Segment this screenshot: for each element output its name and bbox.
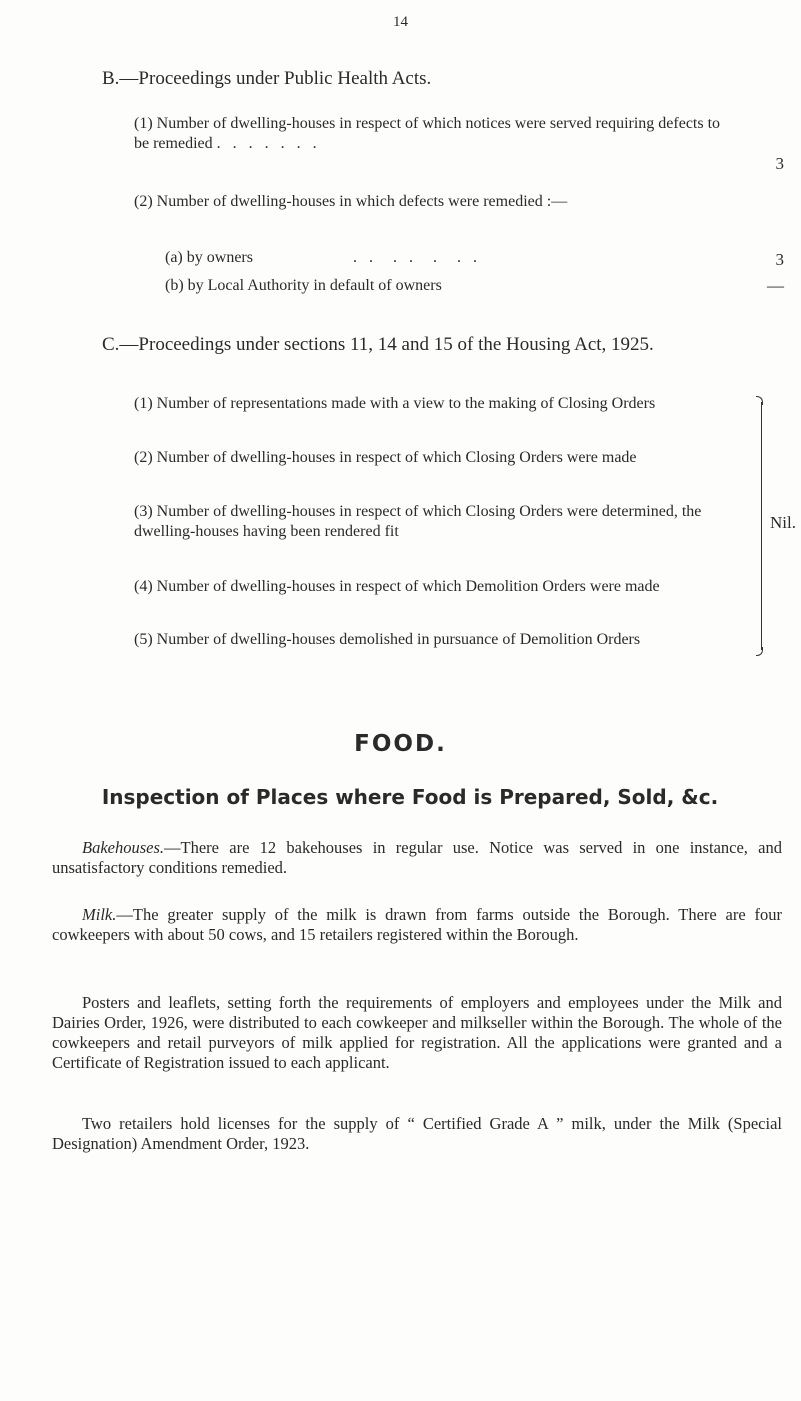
section-c-item-5: (5) Number of dwelling-houses demolished in pursuance of Demolition Orders <box>134 631 641 648</box>
section-c-value: Nil. <box>770 513 796 532</box>
section-b-item-2a-text: (a) by owners <box>165 249 253 266</box>
section-c-item-4: (4) Number of dwelling-houses in respect of which Demolition Orders were made <box>134 578 660 595</box>
section-c-item-3: (3) Number of dwelling-houses in respect of which Closing Orders were determined, the dwelling-houses having been rendered fit <box>134 503 702 540</box>
food-title: FOOD. <box>354 731 447 757</box>
section-c-heading: C.—Proceedings under sections 11, 14 and 15 of the Housing Act, 1925. <box>102 334 654 355</box>
section-b-item-1: (1) Number of dwelling-houses in respect of which notices were served requiring defects to be remedied . . . . . . . <box>134 115 721 152</box>
bakehouses-text: —There are 12 bakehouses in regular use. Notice was served in one instance, and unsatisfactory conditions remedied. <box>52 838 782 877</box>
section-b-item-2b-text: (b) by Local Authority in default of owners <box>165 277 442 294</box>
milk-text: —The greater supply of the milk is drawn from farms outside the Borough. There are four cowkeepers with about 50 cows, and 15 retailers registered within the Borough. <box>52 905 782 944</box>
section-b-item-2: (2) Number of dwelling-houses in which defects were remedied :— <box>134 193 568 210</box>
section-b-item-2b-value: — <box>767 276 784 295</box>
posters-paragraph: Posters and leaflets, setting forth the requirements of employers and employees under the Milk and Dairies Order, 1926, were distributed to each cowkeeper and milkseller within the Borough. The whole of the cowkeepers and retail purveyors of milk applied for registration. All the applications were granted and a Certificate of Registration issued to each applicant. <box>52 993 782 1072</box>
bakehouses-label: Bakehouses. <box>82 838 165 857</box>
section-b-item-1-value: 3 <box>775 154 784 173</box>
milk-paragraph <box>52 905 782 945</box>
food-subtitle: Inspection of Places where Food is Prepared, Sold, &c. <box>101 785 719 809</box>
section-b-heading: B.—Proceedings under Public Health Acts. <box>102 68 432 89</box>
section-c-item-2: (2) Number of dwelling-houses in respect of which Closing Orders were made <box>134 449 637 466</box>
section-b-item-2a-value: 3 <box>775 250 784 269</box>
retailers-paragraph: Two retailers hold licenses for the supply of “ Certified Grade A ” milk, under the Milk (Special Designation) Amendment Order, 1923. <box>52 1114 782 1153</box>
section-b-item-1-text: (1) Number of dwelling-houses in respect of which notices were served requiring defects to be remedied <box>134 115 721 152</box>
section-c-item-1: (1) Number of representations made with a view to the making of Closing Orders <box>134 395 656 412</box>
section-b-item-2a: (a) by owners . . . . . . . <box>165 249 481 266</box>
bakehouses-paragraph <box>52 838 782 878</box>
page-number: 14 <box>393 14 408 30</box>
section-c-brace <box>761 402 770 650</box>
milk-label: Milk. <box>82 905 117 924</box>
